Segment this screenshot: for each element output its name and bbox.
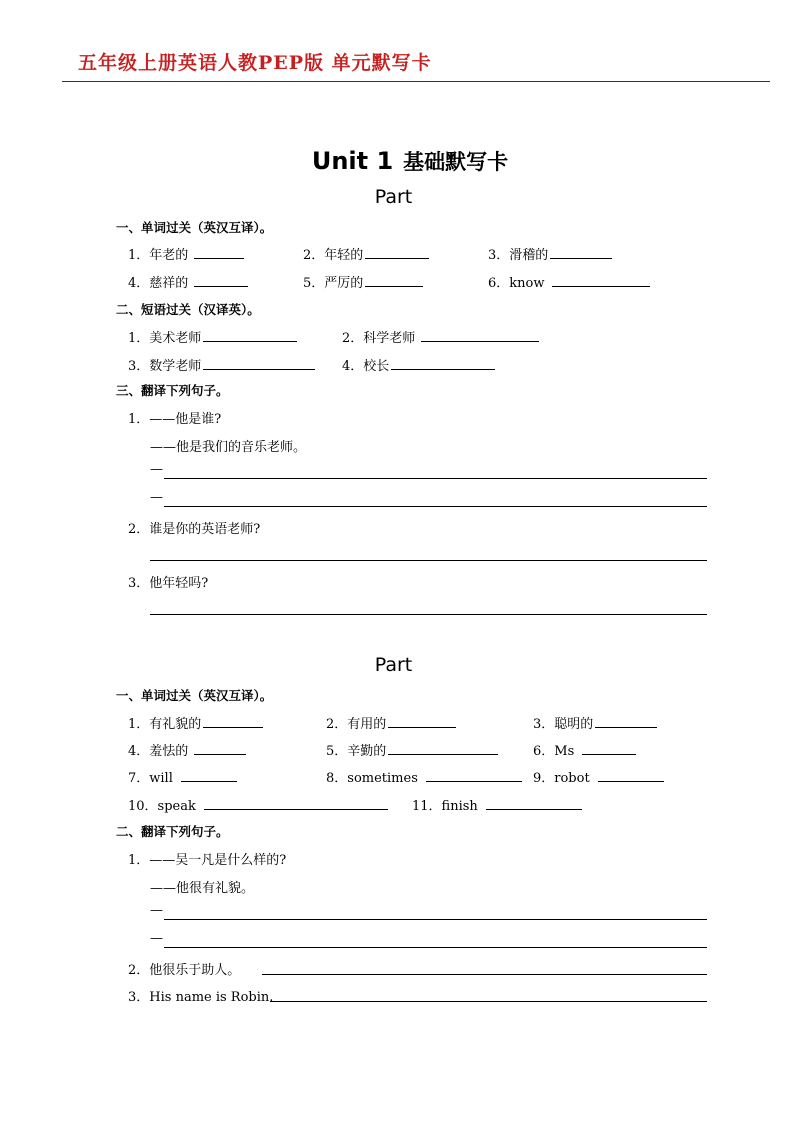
answer-blank[interactable] <box>203 329 297 342</box>
dash-mark: — <box>150 903 163 918</box>
answer-line[interactable] <box>270 1001 707 1002</box>
part2-section-words: 一、单词过关（英汉互译）。 <box>116 688 273 703</box>
answer-blank[interactable] <box>486 797 582 810</box>
answer-line[interactable] <box>164 506 707 507</box>
dash-mark: — <box>150 490 163 505</box>
page-title <box>0 146 800 176</box>
word-item: 11．finish <box>412 795 582 814</box>
word-item: 4．羞怯的 <box>128 740 246 759</box>
part1-section-sentences: 三、翻译下列句子。 <box>116 383 229 398</box>
answer-blank[interactable] <box>365 274 423 287</box>
word-item: 8．sometimes <box>326 767 522 786</box>
answer-line[interactable] <box>262 974 707 975</box>
unit-label: Unit 1 <box>311 147 394 175</box>
dash-mark: — <box>150 931 163 946</box>
part2-label: Part <box>374 654 413 676</box>
answer-blank[interactable] <box>365 246 429 259</box>
question-1: 1．——吴一凡是什么样的? <box>128 853 287 868</box>
answer-line[interactable] <box>150 614 707 615</box>
phrase-item: 1．美术老师 <box>128 327 297 346</box>
word-item: 1．年老的 <box>128 244 244 263</box>
part2-section-sentences: 二、翻译下列句子。 <box>116 824 229 839</box>
title-subtitle: 基础默写卡 <box>403 149 509 174</box>
question-3: 3．他年轻吗? <box>128 576 209 591</box>
question-1-answer: ——他很有礼貌。 <box>150 881 255 896</box>
header-title: 五年级上册英语人教PEP版 单元默写卡 <box>78 52 432 74</box>
answer-blank[interactable] <box>391 357 495 370</box>
word-item: 7．will <box>128 767 237 786</box>
answer-blank[interactable] <box>181 769 237 782</box>
word-item: 5．严厉的 <box>303 272 423 291</box>
answer-blank[interactable] <box>204 797 388 810</box>
phrase-item: 2．科学老师 <box>342 327 539 346</box>
part1-label: Part <box>374 186 413 208</box>
answer-blank[interactable] <box>194 246 244 259</box>
question-2: 2．谁是你的英语老师? <box>128 522 261 537</box>
word-item: 6．Ms <box>533 740 636 759</box>
part1-section-phrases: 二、短语过关（汉译英）。 <box>116 302 260 317</box>
answer-blank[interactable] <box>426 769 522 782</box>
question-1: 1．——他是谁? <box>128 412 222 427</box>
word-item: 3．滑稽的 <box>488 244 612 263</box>
answer-blank[interactable] <box>388 742 498 755</box>
word-item: 10．speak <box>128 795 388 814</box>
answer-blank[interactable] <box>194 742 246 755</box>
answer-blank[interactable] <box>203 357 315 370</box>
part1-section-words: 一、单词过关（英汉互译）。 <box>116 220 273 235</box>
header-divider <box>62 81 770 82</box>
answer-blank[interactable] <box>194 274 248 287</box>
answer-line[interactable] <box>164 919 707 920</box>
answer-line[interactable] <box>164 947 707 948</box>
word-item: 3．聪明的 <box>533 713 657 732</box>
answer-blank[interactable] <box>595 715 657 728</box>
answer-blank[interactable] <box>203 715 263 728</box>
question-2: 2．他很乐于助人。 <box>128 963 241 978</box>
answer-blank[interactable] <box>421 329 539 342</box>
answer-blank[interactable] <box>582 742 636 755</box>
answer-line[interactable] <box>150 560 707 561</box>
phrase-item: 3．数学老师 <box>128 355 315 374</box>
answer-blank[interactable] <box>388 715 456 728</box>
answer-blank[interactable] <box>550 246 612 259</box>
word-item: 5．辛勤的 <box>326 740 498 759</box>
phrase-item: 4．校长 <box>342 355 495 374</box>
dash-mark: — <box>150 462 163 477</box>
word-item: 2．年轻的 <box>303 244 429 263</box>
question-1-answer: ——他是我们的音乐老师。 <box>150 440 307 455</box>
answer-blank[interactable] <box>598 769 664 782</box>
word-item: 4．慈祥的 <box>128 272 248 291</box>
question-3: 3．His name is Robin. <box>128 990 274 1005</box>
answer-blank[interactable] <box>552 274 650 287</box>
word-item: 2．有用的 <box>326 713 456 732</box>
word-item: 9．robot <box>533 767 664 786</box>
word-item: 1．有礼貌的 <box>128 713 263 732</box>
answer-line[interactable] <box>164 478 707 479</box>
word-item: 6．know <box>488 272 650 291</box>
